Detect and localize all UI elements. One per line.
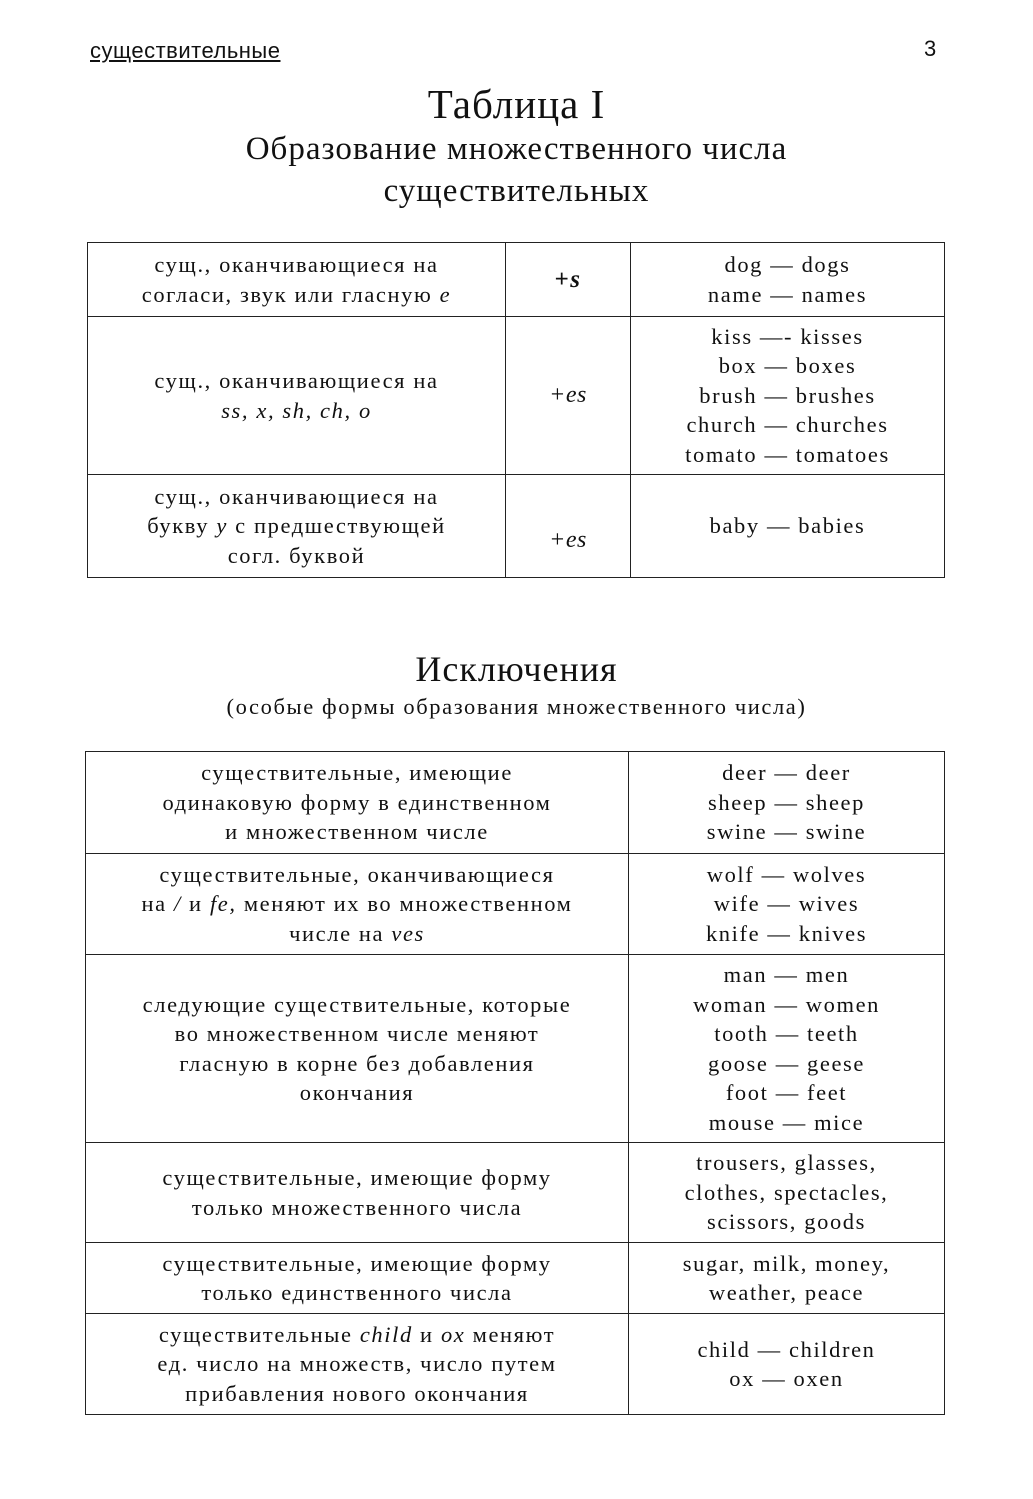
examples-cell bbox=[629, 1314, 945, 1415]
rule-line: только единственного числа bbox=[201, 1280, 513, 1305]
rule-italic: / bbox=[173, 891, 182, 917]
table-row bbox=[86, 1243, 945, 1314]
rule-text: меняют bbox=[472, 1321, 556, 1347]
rule-line: сущ., оканчивающиеся на bbox=[154, 368, 439, 393]
table-title: Таблица I bbox=[427, 81, 606, 127]
running-head: существительные bbox=[90, 38, 281, 63]
rule-italic: fe, bbox=[209, 891, 237, 917]
rule-line: следующие существительные, которые bbox=[142, 991, 572, 1017]
table-row bbox=[86, 854, 945, 955]
rule-line: существительные, оканчивающиеся bbox=[159, 861, 555, 887]
rule-cell bbox=[86, 1243, 629, 1314]
rule-text: числе на bbox=[289, 920, 385, 946]
example: wolf — wolves bbox=[706, 861, 867, 887]
table-row bbox=[88, 475, 945, 578]
example: sheep — sheep bbox=[707, 789, 865, 815]
suffix-cell: +es bbox=[506, 475, 631, 578]
suffix-cell: +s bbox=[506, 243, 631, 317]
table-row bbox=[86, 955, 945, 1143]
rule-line: и множественном числе bbox=[225, 819, 489, 845]
rule-line bbox=[96, 889, 618, 919]
rule-line bbox=[96, 919, 618, 949]
example: knife — knives bbox=[705, 920, 868, 946]
rule-line: гласную в корне без добавления bbox=[179, 1050, 535, 1076]
table-subtitle bbox=[0, 128, 1033, 212]
rule-italic: ves bbox=[391, 920, 425, 946]
example: clothes, spectacles, bbox=[684, 1179, 889, 1205]
example: dog — dogs bbox=[724, 252, 851, 277]
rule-line: сущ., оканчивающиеся на bbox=[154, 483, 439, 509]
examples-cell bbox=[629, 955, 945, 1143]
example: wife — wives bbox=[713, 891, 860, 917]
example: mouse — mice bbox=[708, 1109, 865, 1135]
rule-cell bbox=[86, 1143, 629, 1243]
rule-line bbox=[98, 511, 495, 541]
rule-cell bbox=[86, 1314, 629, 1415]
rule-cell bbox=[88, 243, 506, 317]
example: trousers, glasses, bbox=[696, 1150, 877, 1176]
rule-line bbox=[96, 1320, 618, 1350]
rule-cell bbox=[86, 752, 629, 854]
examples-cell bbox=[629, 1243, 945, 1314]
rule-line: ед. число на множеств, число путем bbox=[157, 1351, 557, 1377]
examples-cell bbox=[631, 475, 945, 578]
rule-cell bbox=[86, 955, 629, 1143]
examples-cell bbox=[631, 243, 945, 317]
suffix-cell: +es bbox=[506, 317, 631, 475]
example: tomato — tomatoes bbox=[685, 441, 890, 467]
example: deer — deer bbox=[722, 760, 851, 786]
rule-line: одинаковую форму в единственном bbox=[162, 789, 552, 815]
rule-line: согл. буквой bbox=[227, 542, 366, 568]
table-row bbox=[86, 1314, 945, 1415]
examples-cell bbox=[631, 317, 945, 475]
example: sugar, milk, money, bbox=[682, 1250, 891, 1276]
rule-italic-line: ss, x, sh, ch, o bbox=[221, 397, 372, 423]
rule-italic: y bbox=[216, 513, 228, 539]
rule-cell bbox=[86, 854, 629, 955]
example: scissors, goods bbox=[706, 1209, 866, 1235]
rule-text: и bbox=[420, 1321, 434, 1347]
rule-line: окончания bbox=[299, 1080, 415, 1105]
example: ox — oxen bbox=[729, 1366, 844, 1391]
rule-line: прибавления нового окончания bbox=[185, 1380, 529, 1406]
rule-line: только множественного числа bbox=[191, 1194, 523, 1220]
rule-cell bbox=[88, 475, 506, 578]
subtitle-line: существительных bbox=[383, 173, 650, 209]
subtitle-line: Образование множественного числа bbox=[245, 131, 788, 167]
example: kiss —- kisses bbox=[711, 323, 864, 349]
rule-text: меняют их во множественном bbox=[243, 891, 573, 917]
rule-text: существительные bbox=[158, 1321, 353, 1347]
plural-formation-table bbox=[87, 242, 945, 578]
page-number: 3 bbox=[924, 36, 937, 61]
example: church — churches bbox=[686, 412, 889, 438]
examples-cell bbox=[629, 1143, 945, 1243]
table-row bbox=[86, 752, 945, 854]
example: weather, peace bbox=[708, 1280, 865, 1305]
rule-cell bbox=[88, 317, 506, 475]
example: brush — brushes bbox=[699, 382, 876, 408]
exceptions-table bbox=[85, 751, 945, 1415]
exceptions-heading: Исключения bbox=[415, 649, 618, 689]
rule-italic: child bbox=[359, 1321, 413, 1347]
rule-line: существительные, имеющие форму bbox=[162, 1165, 552, 1190]
example: swine — swine bbox=[706, 819, 867, 845]
rule-line: сущ., оканчивающиеся на bbox=[154, 252, 439, 277]
rule-line: существительные, имеющие форму bbox=[162, 1250, 552, 1276]
rule-line bbox=[98, 280, 495, 310]
table-row bbox=[88, 317, 945, 475]
example: tooth — teeth bbox=[714, 1021, 859, 1046]
rule-text: и bbox=[189, 891, 203, 917]
rule-text: на bbox=[141, 891, 167, 917]
rule-italic: e bbox=[439, 281, 452, 307]
example: foot — feet bbox=[725, 1080, 848, 1105]
example: goose — geese bbox=[707, 1050, 865, 1076]
example: box — boxes bbox=[718, 353, 857, 379]
example: man — men bbox=[723, 962, 850, 987]
rule-text: букву bbox=[147, 513, 210, 539]
table-row bbox=[86, 1143, 945, 1243]
examples-cell bbox=[629, 752, 945, 854]
exceptions-subheading: (особые формы образования множественного числа) bbox=[226, 694, 807, 719]
rule-text: с предшествующей bbox=[235, 513, 446, 539]
rule-italic: ox bbox=[440, 1321, 466, 1347]
example: name — names bbox=[707, 281, 868, 307]
example: woman — women bbox=[692, 991, 881, 1017]
rule-text: согласи, звук или гласную bbox=[141, 281, 433, 307]
example: child — children bbox=[697, 1336, 876, 1362]
example: baby — babies bbox=[709, 513, 866, 539]
rule-line: во множественном числе меняют bbox=[174, 1021, 540, 1046]
examples-cell bbox=[629, 854, 945, 955]
table-row bbox=[88, 243, 945, 317]
rule-line: существительные, имеющие bbox=[201, 760, 513, 786]
